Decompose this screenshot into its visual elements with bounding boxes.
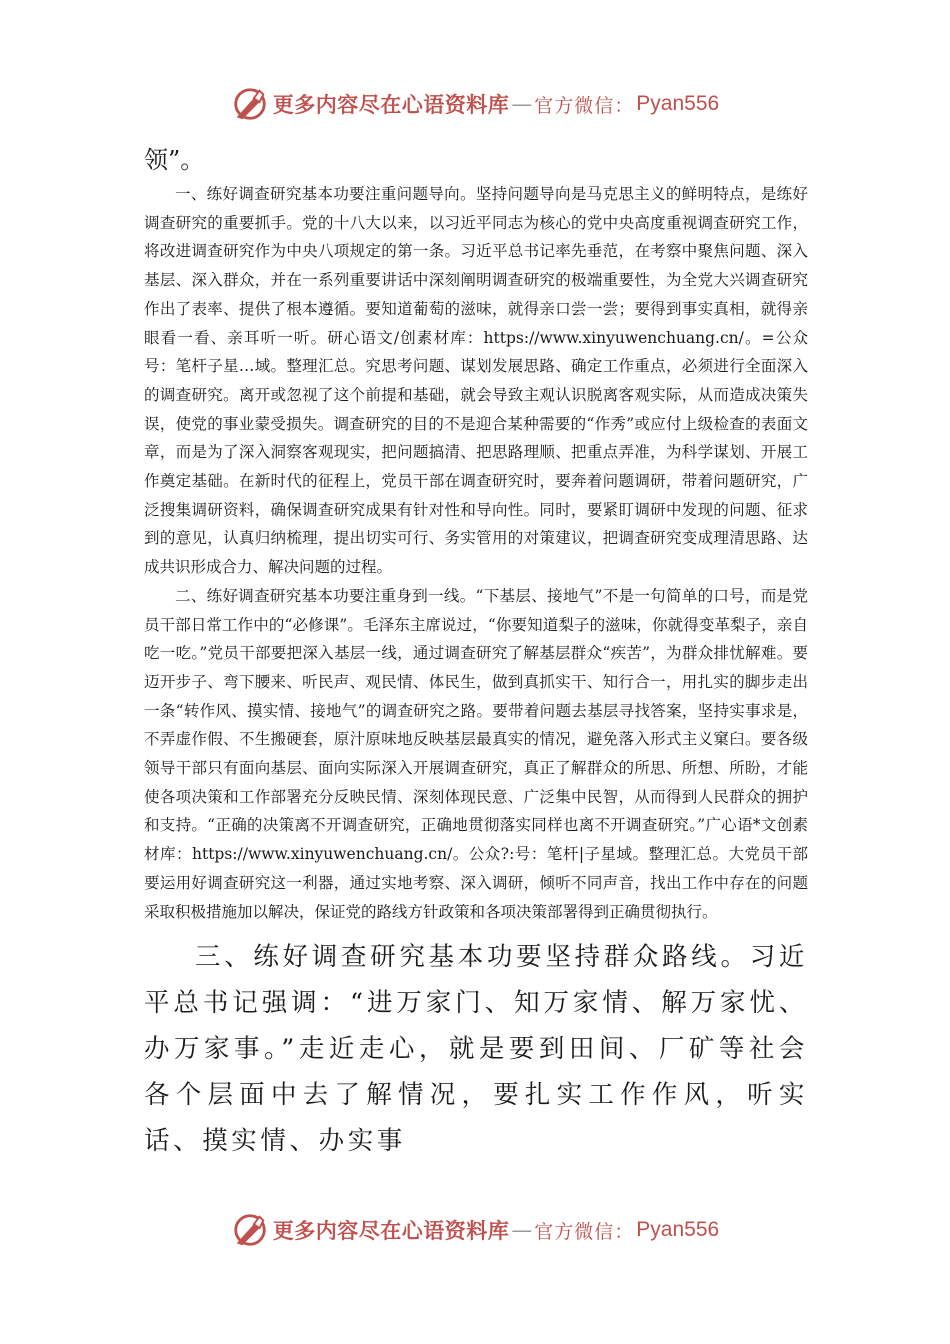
paragraph-section-one: 一、练好调查研究基本功要注重问题导向。坚持问题导向是马克思主义的鲜明特点，是练好调查研究的重要抓手。党的十八大以来，以习近平同志为核心的党中央高度重视调查研究工作，将改进调查研究作为中央八项规定的第一条。习近平总书记率先垂范，在考察中聚焦问题、深入基层、深入群众，并在一系列重要讲话中深刻阐明调查研究的极端重要性，为全党大兴调查研究作出了表率、提供了根本遵循。要知道葡萄的滋味，就得亲口尝一尝；要得到事实真相，就得亲眼看一看、亲耳听一听。研心语文/创素材库：https://www.xinyuwenchuang.cn/。=公众号：笔杆子星…域。整理汇总。究思考问题、谋划发展思路、确定工作重点，必须进行全面深入的调查研究。离开或忽视了这个前提和基础，就会导致主观认识脱离客观实际，从而造成决策失误，使党的事业蒙受损失。调查研究的目的不是迎合某种需要的“作秀”或应付上级检查的表面文章，而是为了深入洞察客观现实，把问题搞清、把思路理顺、把重点弄准，为科学谋划、开展工作奠定基础。在新时代的征程上，党员干部在调查研究时，要奔着问题调研，带着问题研究，广泛搜集调研资料，确保调查研究成果有针对性和导向性。同时，要紧盯调研中发现的问题、征求到的意见，认真归纳梳理，提出切实可行、务实管用的对策建议，把调查研究变成理清思路、达成共识形成合力、解决问题的过程。 bbox=[144, 185, 808, 577]
paragraph-section-two: 二、练好调查研究基本功要注重身到一线。“下基层、接地气”不是一句简单的口号，而是党员干部日常工作中的“必修课”。毛泽东主席说过，“你要知道梨子的滋味，你就得变革梨子，亲自吃一吃。”党员干部要把深入基层一线，通过调查研究了解基层群众“疾苦”，为群众排忧解难。要迈开步子、弯下腰来、听民声、观民情、体民生，做到真抓实干、知行合一，用扎实的脚步走出一条“转作风、摸实情、接地气”的调查研究之路。要带着问题去基层寻找答案，坚持实事求是，不弄虚作假、不生搬硬套，原汁原味地反映基层最真实的情况，避免落入形式主义窠臼。要各级领导干部只有面向基层、面向实际深入开展调查研究，真正了解群众的所思、所想、所盼，才能使各项决策和工作部署充分反映民情、深刻体现民意、广泛集中民智，从而得到人民群众的拥护和支持。“正确的决策离不开调查研究，正确地贯彻落实同样也离不开调查研究。”广心语*文创素材库：https://www.xinyuwenchuang.cn/。公众?:号：笔杆|子星域。整理汇总。大党员干部要运用好调查研究这一利器，通过实地考察、深入调研，倾听不同声音，找出工作中存在的问题采取积极措施加以解决，保证党的路线方针政策和各项决策部署得到正确贯彻执行。 bbox=[144, 586, 808, 921]
watermark-dash: — bbox=[511, 92, 533, 116]
watermark-wechat-id: Pyan556 bbox=[636, 1218, 720, 1241]
watermark-site-text: 更多内容尽在心语资料库 bbox=[272, 93, 510, 117]
document-body bbox=[144, 140, 808, 1164]
watermark-wechat-label: 官方微信： bbox=[534, 94, 635, 117]
watermark-wechat-id: Pyan556 bbox=[636, 92, 720, 115]
pen-nib-circle-icon bbox=[231, 85, 269, 123]
watermark-wechat-label: 官方微信： bbox=[534, 1220, 635, 1243]
watermark-footer bbox=[0, 1208, 950, 1252]
watermark-site-text: 更多内容尽在心语资料库 bbox=[272, 1219, 510, 1243]
paragraph-continuation: 领”。 bbox=[144, 146, 205, 174]
watermark-header bbox=[0, 82, 950, 126]
pen-nib-circle-icon bbox=[231, 1211, 269, 1249]
paragraph-section-three: 三、练好调查研究基本功要坚持群众路线。习近平总书记强调：“进万家门、知万家情、解万家忧、办万家事。”走近走心，就是要到田间、厂矿等社会各个层面中去了解情况，要扎实工作作风，听实话、摸实情、办实事 bbox=[144, 942, 808, 1157]
watermark-dash: — bbox=[511, 1218, 533, 1242]
